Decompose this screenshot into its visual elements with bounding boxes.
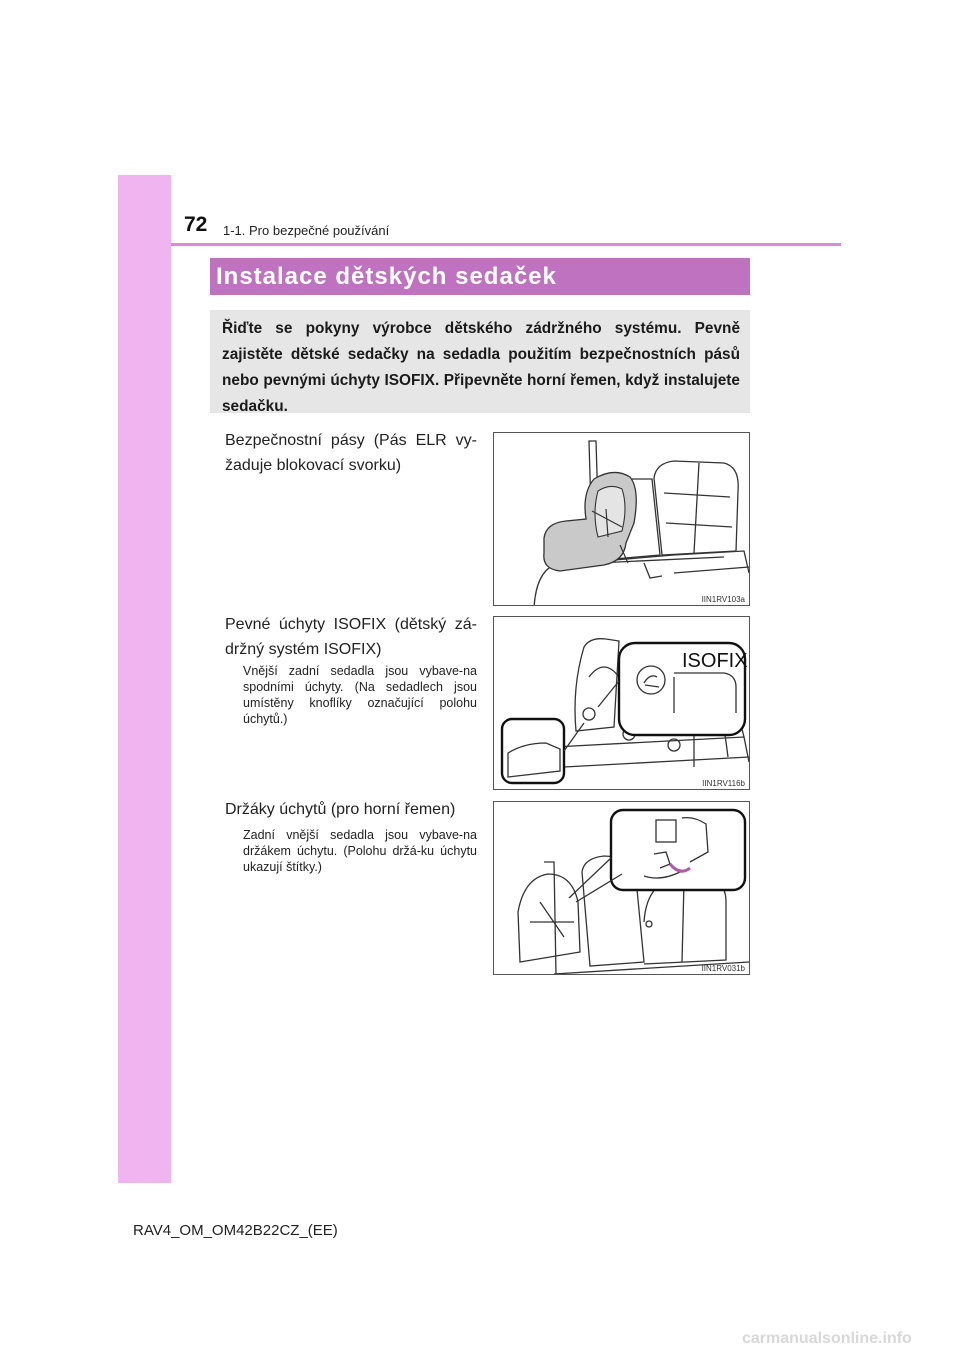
header-divider bbox=[171, 243, 841, 246]
figure-seat-belt-install bbox=[493, 432, 750, 606]
figure-isofix-anchors bbox=[493, 616, 750, 790]
page-number: 72 bbox=[184, 213, 208, 236]
watermark: carmanualsonline.info bbox=[742, 1330, 912, 1347]
figure-code: IIN1RV031b bbox=[701, 964, 745, 973]
figure-code: IIN1RV116b bbox=[702, 779, 745, 788]
isofix-illustration bbox=[494, 617, 749, 789]
child-seat-belt-illustration bbox=[494, 433, 749, 605]
footer-document-code: RAV4_OM_OM42B22CZ_(EE) bbox=[133, 1222, 338, 1239]
page-title: Instalace dětských sedaček bbox=[210, 258, 750, 295]
summary-text: Řiďte se pokyny výrobce dětského zádržného systému. Pevně zajistěte dětské sedačky na sedadla použitím bezpečnostních pásů nebo pevnými úchyty ISOFIX. Připevněte horní řemen, když instalujete sedačku. bbox=[222, 320, 740, 415]
tether-anchor-illustration bbox=[494, 802, 749, 974]
figure-code: IIN1RV103a bbox=[701, 595, 745, 604]
item-title-isofix: Pevné úchyty ISOFIX (dětský zá-držný systém ISOFIX) bbox=[225, 616, 477, 658]
side-tab-bar bbox=[118, 175, 171, 1183]
summary-box bbox=[210, 310, 750, 413]
section-label: 1-1. Pro bezpečné používání bbox=[223, 223, 390, 238]
isofix-label: ISOFIX bbox=[682, 650, 748, 672]
item-title-seat-belts: Bezpečnostní pásy (Pás ELR vy-žaduje blokovací svorku) bbox=[225, 432, 477, 474]
item-note-tether-anchors: Zadní vnější sedadla jsou vybave-na držákem úchytu. (Polohu držá-ku úchytu ukazují štítky.) bbox=[243, 828, 477, 874]
item-title-tether-anchors: Držáky úchytů (pro horní řemen) bbox=[225, 801, 456, 818]
item-note-isofix: Vnější zadní sedadla jsou vybave-na spodními úchyty. (Na sedadlech jsou umístěny knoflíky označující polohu úchytů.) bbox=[243, 664, 477, 726]
figure-tether-anchor bbox=[493, 801, 750, 975]
